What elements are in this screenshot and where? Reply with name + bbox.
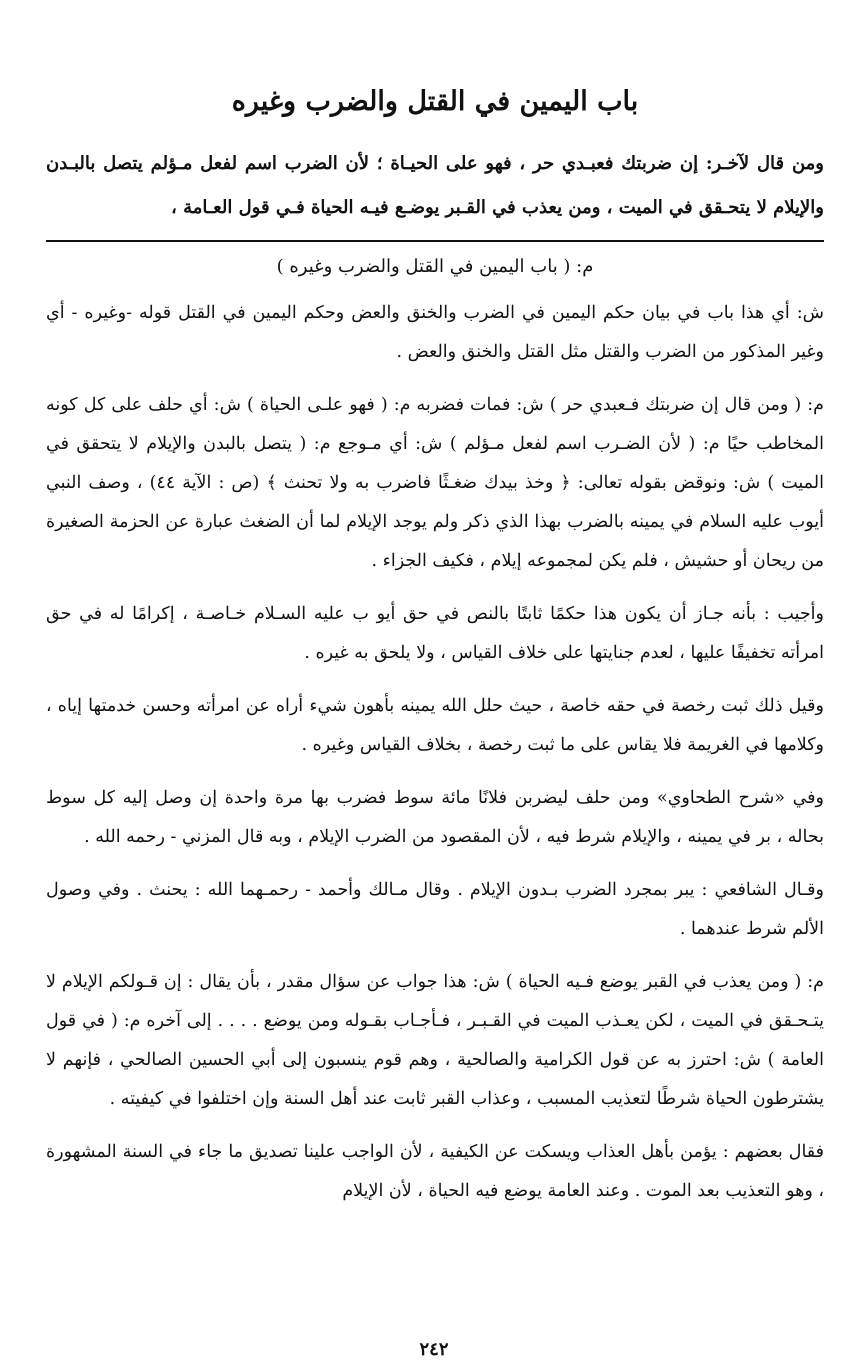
commentary-paragraph-7: م: ( ومن يعذب في القبر يوضع فـيه الحياة ) ش: هذا جواب عن سؤال مقدر ، بأن يقال : إن قـولكم الإيلام لا يتـحـقق في الميت ، لكن يعـذب الميت في القـبـر ، فـأجـاب بقـوله ومن يوضع . . . . إلى آخره م: ( في قول العامة ) ش: احترز به عن قول الكرامية والصالحية ، وهم قوم ينسبون إلى أبي الحسين الصالحي ، فإنهم لا يشترطون الحياة شرطًا لتعذيب المسبب ، وعذاب القبر ثابت عند أهل السنة وإن اختلفوا في كيفيته . <box>46 972 824 1109</box>
page-number: ٢٤٢ <box>419 1339 449 1360</box>
commentary-paragraph-6: وقـال الشافعي : يبر بمجرد الضرب بـدون الإيلام . وقال مـالك وأحمد - رحمـهما الله : يحنث . وفي وصول الألم شرط عندهما . <box>46 880 824 939</box>
commentary-paragraph-1: ش: أي هذا باب في بيان حكم اليمين في الضرب والخنق والعض وحكم اليمين في القتل قوله -وغيره - أي وغير المذكور من الضرب والقتل مثل القتل والخنق والعض . <box>46 303 824 362</box>
commentary-paragraph-4: وقيل ذلك ثبت رخصة في حقه خاصة ، حيث حلل الله يمينه بأهون شيء أراه عن امرأته وحسن خدمتها إياه ، وكلامها في الغريمة فلا يقاس على ما ثبت رخصة ، بخلاف القياس وغيره . <box>46 696 824 755</box>
commentary-heading: م: ( باب اليمين في القتل والضرب وغيره ) <box>276 256 594 277</box>
matn-text: ومن قال لآخـر: إن ضربتك فعبـدي حر ، فهو على الحيـاة ؛ لأن الضرب اسم لفعل مـؤلم يتصل بالبـدن والإيلام لا يتحـقق في الميت ، ومن يعذب في القـبر يوضـع فيـه الحياة فـي قول العـامة ، <box>46 153 824 218</box>
commentary-paragraph-3: وأجيب : بأنه جـاز أن يكون هذا حكمًا ثابتًا بالنص في حق أيو ب عليه السـلام خـاصـة ، إكرامًا له في حق امرأته تخفيفًا عليها ، لعدم جنايتها على خلاف القياس ، ولا يلحق به غيره . <box>46 604 824 663</box>
chapter-title: باب اليمين في القتل والضرب وغيره <box>231 86 639 117</box>
commentary-paragraph-8: فقال بعضهم : يؤمن بأهل العذاب ويسكت عن الكيفية ، لأن الواجب علينا تصديق ما جاء في السنة المشهورة ، وهو التعذيب بعد الموت . وعند العامة يوضع فيه الحياة ، لأن الإيلام <box>46 1142 824 1201</box>
commentary-paragraph-2: م: ( ومن قال إن ضربتك فـعبدي حر ) ش: فمات فضربه م: ( فهو علـى الحياة ) ش: أي حلف على كل كونه المخاطب حيًا م: ( لأن الضـرب اسم لفعل مـؤلم ) ش: أي مـوجع م: ( يتصل بالبدن والإيلام لا يتحقق في الميت ) ش: ونوقض بقوله تعالى: ﴿ وخذ بيدك ضغـثًا فاضرب به ولا تحنث ﴾ (ص : الآية ٤٤) ، وصف النبي أيوب عليه السلام في يمينه بالضرب بهذا الذي ذكر ولم يوجد الإيلام لما أن الضغث عبارة عن الحزمة الصغيرة من ريحان أو حشيش ، فلم يكن لمجموعه إيلام ، فكيف الجزاء . <box>46 395 824 571</box>
commentary-paragraph-5: وفي «شرح الطحاوي» ومن حلف ليضربن فلانًا مائة سوط فضرب بها مرة واحدة إن وصل إليه كل سوط بحاله ، بر في يمينه ، والإيلام شرط فيه ، لأن المقصود من الضرب الإيلام ، وبه قال المزني - رحمه الله . <box>46 788 824 847</box>
separator-rule <box>46 240 824 242</box>
